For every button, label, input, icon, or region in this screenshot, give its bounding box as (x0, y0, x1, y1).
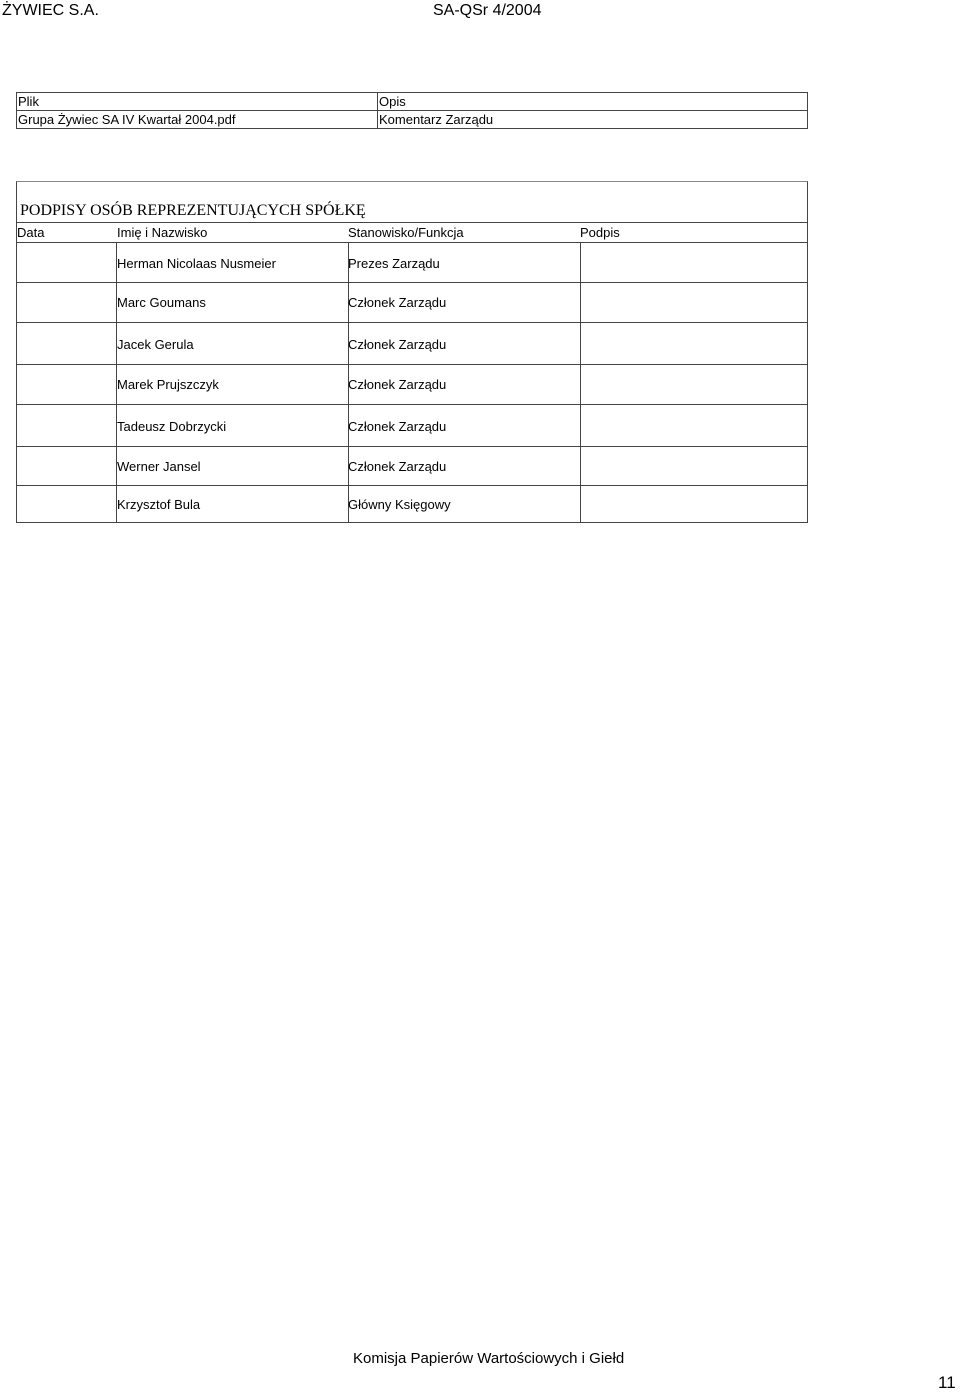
page-number: 11 (938, 1373, 956, 1392)
signer-position: Członek Zarządu (348, 337, 447, 352)
position-column-header: Stanowisko/Funkcja (348, 225, 464, 240)
signer-position: Członek Zarządu (348, 419, 447, 434)
row-divider (16, 282, 808, 283)
row-divider (16, 446, 808, 447)
file-table-row (17, 111, 808, 129)
signer-name: Marek Prujszczyk (117, 377, 219, 392)
column-divider (580, 242, 581, 523)
description-cell: Komentarz Zarządu (378, 111, 808, 129)
signer-name: Werner Jansel (117, 459, 201, 474)
row-divider (16, 485, 808, 486)
signer-name: Marc Goumans (117, 295, 206, 310)
signer-position: Członek Zarządu (348, 295, 447, 310)
signer-name: Tadeusz Dobrzycki (117, 419, 227, 434)
signer-name: Krzysztof Bula (117, 497, 201, 512)
signature-column-header: Podpis (580, 225, 620, 240)
title-divider (16, 222, 808, 223)
row-divider (16, 322, 808, 323)
signer-name: Jacek Gerula (117, 337, 194, 352)
signer-position: Członek Zarządu (348, 377, 447, 392)
signer-position: Członek Zarządu (348, 459, 447, 474)
file-table (16, 92, 808, 129)
header-divider (16, 242, 808, 243)
company-name: ŻYWIEC S.A. (2, 2, 99, 19)
name-column-header: Imię i Nazwisko (117, 225, 208, 240)
row-divider (16, 404, 808, 405)
signer-name: Herman Nicolaas Nusmeier (117, 256, 276, 271)
description-column-header: Opis (378, 93, 808, 111)
file-column-header: Plik (17, 93, 378, 111)
signer-position: Główny Księgowy (348, 497, 451, 512)
report-code: SA-QSr 4/2004 (433, 2, 542, 19)
date-column-header: Data (17, 225, 45, 240)
signatures-title: PODPISY OSÓB REPREZENTUJĄCYCH SPÓŁKĘ (20, 202, 366, 219)
footer-commission: Komisja Papierów Wartościowych i Giełd (353, 1350, 625, 1367)
signer-position: Prezes Zarządu (348, 256, 440, 271)
row-divider (16, 364, 808, 365)
file-name-cell: Grupa Żywiec SA IV Kwartał 2004.pdf (17, 111, 378, 129)
file-table-header-row (17, 93, 808, 111)
